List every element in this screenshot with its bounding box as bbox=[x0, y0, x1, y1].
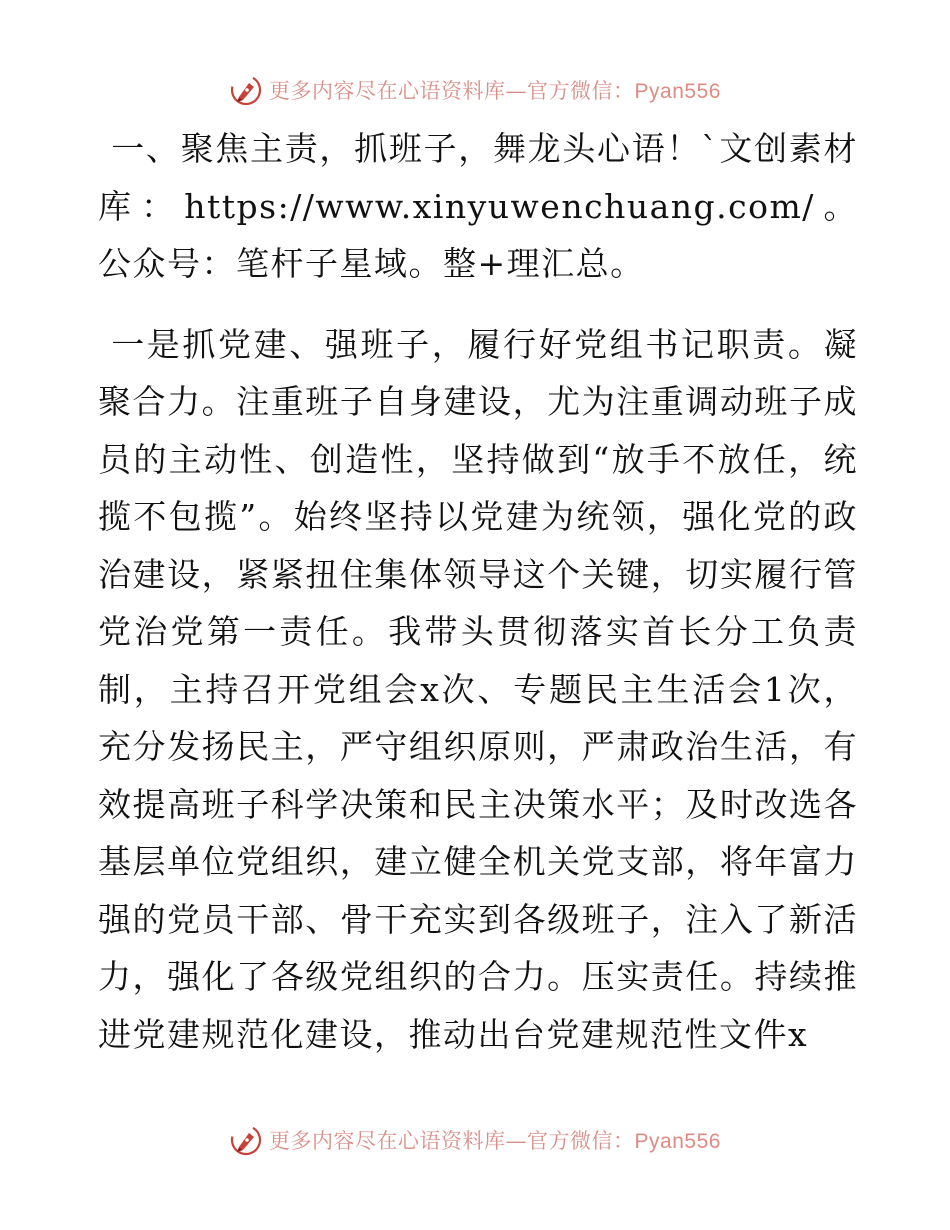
watermark-text: 更多内容尽在心语资料库—官方微信：Pyan556 bbox=[269, 79, 721, 103]
watermark-id: Pyan556 bbox=[634, 80, 721, 103]
pen-nib-logo-icon bbox=[229, 73, 263, 107]
document-body bbox=[98, 120, 858, 1063]
header-watermark bbox=[0, 70, 950, 110]
watermark-text: 更多内容尽在心语资料库—官方微信：Pyan556 bbox=[269, 1129, 721, 1153]
pen-nib-logo-icon bbox=[229, 1123, 263, 1157]
footer-watermark bbox=[0, 1120, 950, 1160]
watermark-id: Pyan556 bbox=[634, 1130, 721, 1153]
paragraph-body: 一是抓党建、强班子，履行好党组书记职责。凝聚合力。注重班子自身建设，尤为注重调动班子成员的主动性、创造性，坚持做到“放手不放任，统揽不包揽”。始终坚持以党建为统领，强化党的政治建设，紧紧扭住集体领导这个关键，切实履行管党治党第一责任。我带头贯彻落实首长分工负责制，主持召开党组会x次、专题民主生活会1次，充分发扬民主，严守组织原则，严肃政治生活，有效提高班子科学决策和民主决策水平；及时改选各基层单位党组织，建立健全机关党支部，将年富力强的党员干部、骨干充实到各级班子，注入了新活力，强化了各级党组织的合力。压实责任。持续推进党建规范化建设，推动出台党建规范性文件x bbox=[98, 324, 858, 1054]
paragraph-heading: 一、聚焦主责，抓班子，舞龙头心语！`文创素材库：https://www.xinyuwenchuang.com/。公众号：笔杆子星域。整+理汇总。 bbox=[98, 129, 858, 283]
